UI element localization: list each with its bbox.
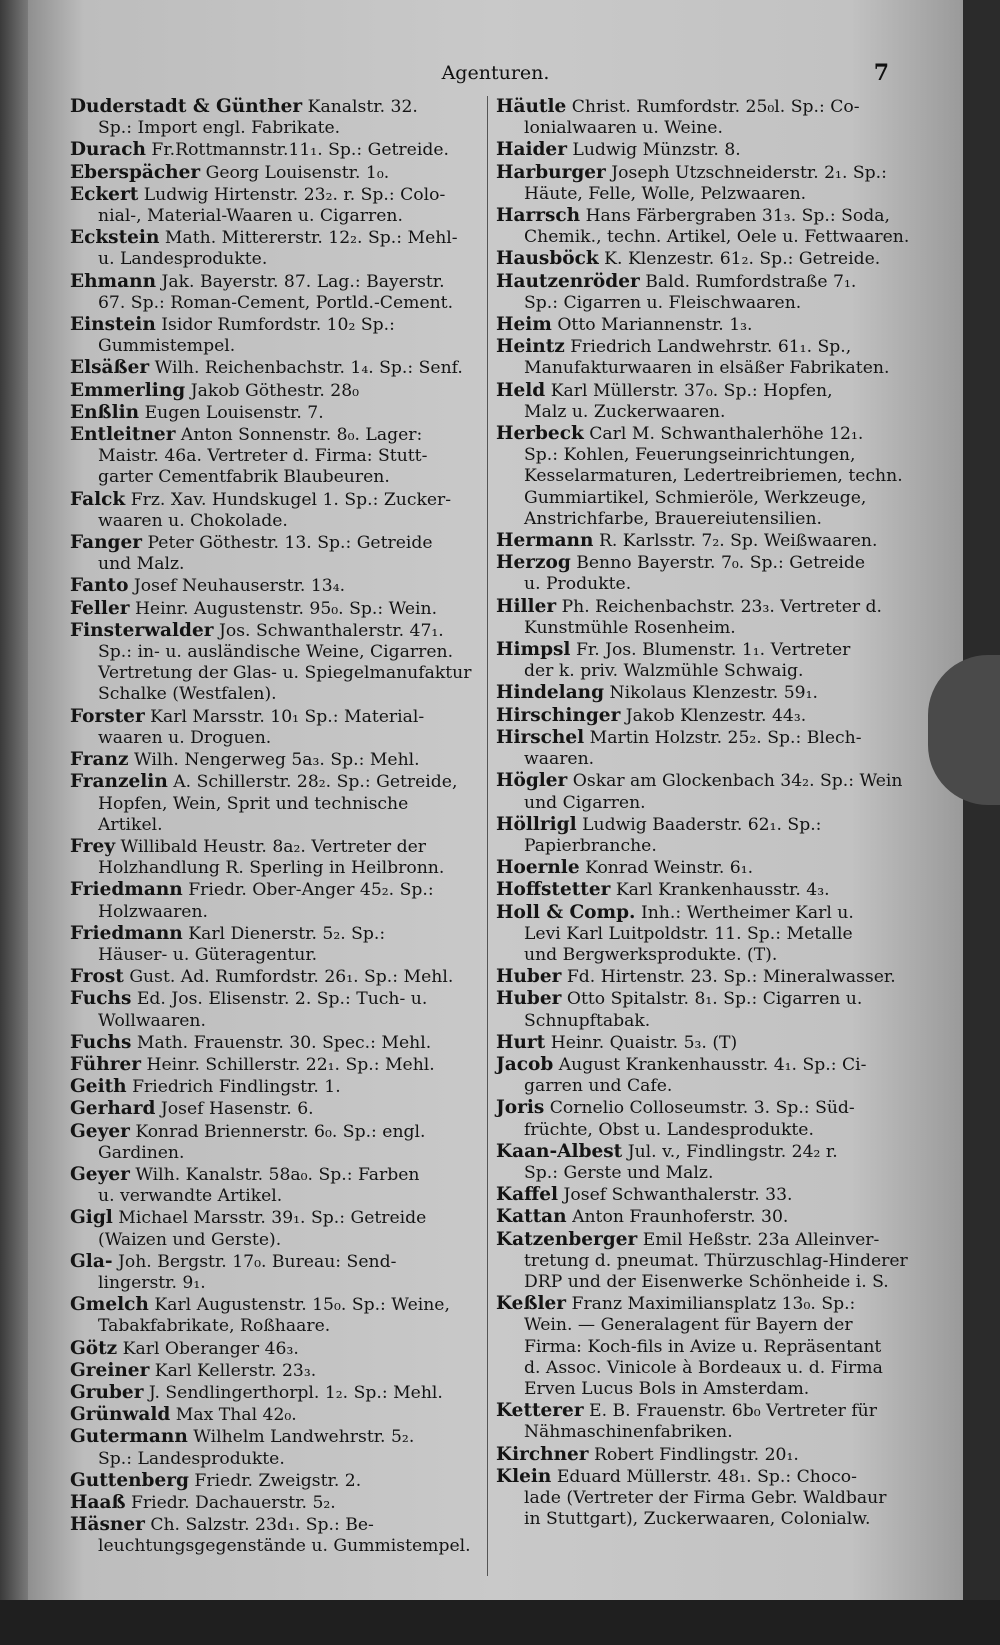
entry-line: Firma: Koch-fils in Avize u. Repräsentant (524, 1336, 882, 1357)
directory-entry (496, 770, 914, 813)
directory-entry (70, 184, 478, 227)
entry-line: Christ. Rumfordstr. 25₀l. Sp.: Co- (571, 97, 860, 117)
directory-entry (70, 532, 478, 575)
entry-line: Willibald Heustr. 8a₂. Vertreter der (120, 836, 426, 857)
entry-line: Max Thal 42₀. (175, 1405, 297, 1426)
entry-line: Ed. Jos. Elisenstr. 2. Sp.: Tuch- u. (136, 989, 428, 1010)
entry-line: Holzwaaren. (98, 901, 209, 922)
page-number: 7 (873, 60, 889, 86)
entry-line: Karl Kellerstr. 23₃. (154, 1360, 317, 1381)
entry-line: Jos. Schwanthalerstr. 47₁. (218, 620, 444, 641)
directory-entry (496, 552, 914, 595)
entry-line: DRP und der Eisenwerke Schönheide i. S. (524, 1271, 889, 1292)
entry-line: Karl Augustenstr. 15₀. Sp.: Weine, (154, 1295, 450, 1316)
entry-line: Ludwig Baaderstr. 62₁. Sp.: (582, 814, 822, 835)
directory-entry (70, 1054, 478, 1076)
directory-entry (70, 966, 478, 988)
entry-name: Joris (496, 1097, 545, 1119)
directory-entry (496, 879, 914, 901)
entry-line: Gummistempel. (98, 336, 236, 357)
directory-entry (496, 336, 914, 379)
entry-line: in Stuttgart), Zuckerwaaren, Colonialw. (524, 1509, 871, 1530)
entry-name: Held (496, 379, 546, 401)
directory-entry (496, 902, 914, 967)
entry-line: Konrad Briennerstr. 6₀. Sp.: engl. (135, 1121, 426, 1142)
entry-line: waaren. (524, 749, 595, 770)
entry-name: Herbeck (496, 423, 584, 445)
entry-name: Hautzenröder (496, 270, 640, 292)
entry-name: Geyer (70, 1163, 130, 1185)
entry-name: Kirchner (496, 1443, 589, 1465)
entry-line: Friedr. Zweigstr. 2. (194, 1470, 362, 1491)
entry-name: Elsäßer (70, 357, 150, 379)
directory-entry (70, 1207, 478, 1250)
entry-line: Anton Sonnenstr. 8₀. Lager: (180, 425, 423, 446)
directory-entry (496, 1466, 914, 1531)
entry-line: E. B. Frauenstr. 6b₀ Vertreter für (589, 1401, 877, 1422)
entry-line: Chemik., techn. Artikel, Oele u. Fettwaaren. (524, 227, 910, 248)
entry-name: Enßlin (70, 401, 140, 423)
entry-line: Oskar am Glockenbach 34₂. Sp.: Wein (572, 771, 903, 792)
directory-entry (496, 639, 914, 682)
entry-line: Wilhelm Landwehrstr. 5₂. (193, 1427, 415, 1448)
column-divider (487, 96, 488, 1576)
directory-entry (70, 923, 478, 966)
entry-name: Keßler (496, 1293, 567, 1315)
entry-name: Friedmann (70, 922, 183, 944)
entry-name: Entleitner (70, 424, 176, 446)
directory-entry (70, 1076, 478, 1098)
entry-line: Friedr. Dachauerstr. 5₂. (130, 1493, 336, 1513)
directory-entry (70, 1294, 478, 1337)
entry-name: Himpsl (496, 639, 571, 661)
entry-name: Götz (70, 1337, 118, 1359)
entry-name: Klein (496, 1465, 552, 1487)
entry-line: Otto Mariannenstr. 1₃. (557, 315, 753, 336)
entry-line: Joseph Utzschneiderstr. 2₁. Sp.: (611, 162, 887, 183)
entry-line: Ph. Reichenbachstr. 23₃. Vertreter d. (561, 596, 883, 617)
entry-name: Franzelin (70, 771, 168, 793)
directory-entry (496, 380, 914, 423)
directory-entry (496, 1184, 914, 1206)
directory-entry (70, 380, 478, 402)
entry-name: Franz (70, 749, 129, 771)
entry-name: Herzog (496, 552, 571, 574)
entry-line: tretung d. pneumat. Thürzuschlag-Hinderer (524, 1250, 908, 1271)
entry-line: Karl Dienerstr. 5₂. Sp.: (188, 923, 386, 944)
directory-entry (70, 1338, 478, 1360)
directory-entry (70, 402, 478, 424)
entry-name: Höllrigl (496, 813, 577, 835)
entry-name: Katzenberger (496, 1228, 638, 1250)
entry-name: Führer (70, 1053, 141, 1075)
directory-entry (496, 314, 914, 336)
directory-entry (70, 1121, 478, 1164)
entry-line: Hans Färbergraben 31₃. Sp.: Soda, (585, 206, 890, 227)
entry-line: Sp.: Import engl. Fabrikate. (98, 118, 341, 139)
entry-line: Manufakturwaaren in elsäßer Fabrikaten. (524, 358, 890, 379)
entry-name: Huber (496, 966, 562, 988)
entry-line: Josef Neuhauserstr. 13₄. (133, 576, 346, 597)
directory-entry (70, 1426, 478, 1469)
entry-line: Fr.Rottmannstr.11₁. Sp.: Getreide. (151, 140, 449, 161)
entry-name: Finsterwalder (70, 619, 214, 641)
entry-name: Falck (70, 488, 126, 510)
entry-name: Hiller (496, 595, 557, 617)
entry-line: Karl Marsstr. 10₁ Sp.: Material- (150, 706, 425, 727)
entry-line: d. Assoc. Vinicole à Bordeaux u. d. Firma (524, 1357, 883, 1378)
entry-line: Peter Göthestr. 13. Sp.: Getreide (147, 533, 433, 554)
entry-line: Jakob Göthestr. 28₀ (190, 380, 360, 401)
entry-line: Karl Müllerstr. 37₀. Sp.: Hopfen, (550, 380, 833, 401)
entry-line: Jakob Klenzestr. 44₃. (625, 705, 807, 726)
entry-line: A. Schillerstr. 28₂. Sp.: Getreide, (173, 772, 458, 793)
entry-line: Cornelio Colloseumstr. 3. Sp.: Süd- (549, 1098, 855, 1119)
entry-line: Wollwaaren. (98, 1010, 206, 1031)
entry-line: Fr. Jos. Blumenstr. 1₁. Vertreter (575, 640, 851, 661)
entry-line: Häute, Felle, Wolle, Pelzwaaren. (524, 183, 807, 204)
directory-entry (70, 1360, 478, 1382)
entry-line: Schnupftabak. (524, 1010, 651, 1031)
entry-name: Heim (496, 314, 552, 336)
directory-entry (496, 205, 914, 248)
directory-entry (70, 1404, 478, 1426)
directory-entry (496, 96, 914, 139)
entry-name: Harrsch (496, 205, 581, 227)
entry-line: der k. priv. Walzmühle Schwaig. (524, 661, 804, 682)
entry-line: Gardinen. (98, 1142, 185, 1163)
entry-line: Karl Krankenhausstr. 4₃. (615, 880, 830, 901)
entry-name: Holl & Comp. (496, 901, 636, 923)
entry-line: (Waizen und Gerste). (98, 1229, 282, 1250)
directory-entry (70, 424, 478, 489)
entry-line: Ludwig Hirtenstr. 23₂. r. Sp.: Colo- (143, 184, 446, 205)
entry-line: Heinr. Quaistr. 5₃. (T) (550, 1032, 738, 1053)
entry-line: und Bergwerksprodukte. (T). (524, 944, 778, 965)
entry-line: Fd. Hirtenstr. 23. Sp.: Mineralwasser. (566, 967, 896, 988)
directory-entry (496, 1444, 914, 1466)
directory-entry (70, 314, 478, 357)
entry-name: Durach (70, 139, 146, 161)
entry-line: Georg Louisenstr. 1₀. (205, 162, 390, 183)
entry-line: Kesselarmaturen, Ledertreibriemen, techn. (524, 466, 903, 487)
directory-entry (496, 248, 914, 270)
entry-name: Ketterer (496, 1400, 584, 1422)
entry-name: Högler (496, 770, 568, 792)
entry-name: Gigl (70, 1207, 113, 1229)
entry-line: Wilh. Nengerweg 5a₃. Sp.: Mehl. (133, 750, 420, 771)
directory-entry (496, 271, 914, 314)
entry-line: Math. Frauenstr. 30. Spec.: Mehl. (136, 1032, 432, 1053)
entry-line: u. verwandte Artikel. (98, 1186, 283, 1207)
entry-line: Ch. Salzstr. 23d₁. Sp.: Be- (150, 1515, 374, 1536)
directory-entry (70, 357, 478, 379)
directory-entry (70, 1032, 478, 1054)
directory-entry (496, 705, 914, 727)
entry-name: Fanger (70, 532, 143, 554)
entry-line: Benno Bayerstr. 7₀. Sp.: Getreide (576, 553, 866, 574)
directory-entry (70, 1098, 478, 1120)
directory-entry (70, 836, 478, 879)
directory-entry (496, 1141, 914, 1184)
directory-entry (496, 139, 914, 161)
directory-entry (70, 1514, 478, 1557)
entry-line: Tabakfabrikate, Roßhaare. (98, 1316, 331, 1337)
entry-line: Wilh. Kanalstr. 58a₀. Sp.: Farben (135, 1164, 420, 1185)
entry-line: Sp.: in- u. ausländische Weine, Cigarren. (98, 642, 454, 663)
entry-name: Gla- (70, 1250, 113, 1272)
entry-name: Hirschel (496, 726, 585, 748)
entry-line: Nikolaus Klenzestr. 59₁. (609, 683, 818, 704)
right-column (496, 96, 914, 1530)
entry-line: nial-, Material-Waaren u. Cigarren. (98, 206, 403, 227)
entry-name: Eberspächer (70, 161, 201, 183)
directory-entry (496, 1293, 914, 1400)
directory-entry (496, 682, 914, 704)
entry-name: Häsner (70, 1514, 145, 1536)
entry-name: Huber (496, 988, 562, 1010)
entry-line: Friedr. Ober-Anger 45₂. Sp.: (188, 880, 434, 901)
entry-line: Hopfen, Wein, Sprit und technische Artikel. (98, 793, 409, 835)
entry-name: Hirschinger (496, 704, 621, 726)
entry-name: Hoernle (496, 857, 580, 879)
entry-line: und Malz. (98, 554, 185, 575)
directory-page (28, 0, 963, 1600)
directory-entry (496, 162, 914, 205)
entry-line: Frz. Xav. Hundskugel 1. Sp.: Zucker- (130, 489, 452, 510)
entry-line: Josef Hasenstr. 6. (160, 1099, 314, 1120)
directory-entry (70, 706, 478, 749)
adjacent-page-edge (0, 0, 28, 1600)
directory-entry (496, 1054, 914, 1097)
entry-line: August Krankenhausstr. 4₁. Sp.: Ci- (558, 1054, 867, 1075)
entry-line: Sp.: Kohlen, Feuerungseinrichtungen, (524, 445, 856, 466)
entry-line: Vertretung der Glas- u. Spiegelmanufaktur (98, 663, 472, 684)
entry-line: lade (Vertreter der Firma Gebr. Waldbaur (524, 1488, 887, 1508)
directory-entry (496, 530, 914, 552)
entry-name: Gruber (70, 1381, 144, 1403)
directory-entry (496, 988, 914, 1031)
entry-line: Jul. v., Findlingstr. 24₂ r. (627, 1141, 838, 1162)
entry-name: Gmelch (70, 1294, 149, 1316)
directory-entry (496, 966, 914, 988)
entry-name: Haider (496, 139, 567, 161)
entry-name: Häutle (496, 96, 567, 117)
entry-line: Anstrichfarbe, Brauereiutensilien. (524, 508, 822, 529)
entry-line: Bald. Rumfordstraße 7₁. (645, 271, 857, 292)
directory-entry (496, 423, 914, 530)
entry-line: Malz u. Zuckerwaaren. (524, 401, 726, 422)
entry-line: Gummiartikel, Schmieröle, Werkzeuge, (524, 487, 867, 508)
entry-line: Otto Spitalstr. 8₁. Sp.: Cigarren u. (566, 989, 863, 1010)
entry-name: Eckert (70, 183, 139, 205)
entry-name: Kattan (496, 1206, 567, 1228)
entry-name: Geyer (70, 1120, 130, 1142)
entry-name: Forster (70, 705, 145, 727)
entry-line: Kunstmühle Rosenheim. (524, 617, 736, 638)
entry-line: Martin Holzstr. 25₂. Sp.: Blech- (589, 727, 862, 748)
entry-line: Karl Oberanger 46₃. (122, 1338, 299, 1359)
entry-name: Fuchs (70, 988, 132, 1010)
entry-line: Anton Fraunhoferstr. 30. (572, 1207, 789, 1228)
entry-line: Sp.: Landesprodukte. (98, 1448, 285, 1469)
directory-entry (496, 596, 914, 639)
entry-name: Ehmann (70, 270, 157, 292)
entry-name: Feller (70, 597, 130, 619)
entry-name: Hermann (496, 530, 594, 552)
entry-line: garter Cementfabrik Blaubeuren. (98, 467, 390, 488)
entry-name: Grünwald (70, 1404, 171, 1426)
entry-name: Eckstein (70, 227, 160, 249)
entry-line: Heinr. Schillerstr. 22₁. Sp.: Mehl. (146, 1054, 435, 1075)
entry-line: u. Landesprodukte. (98, 249, 268, 270)
entry-line: Isidor Rumfordstr. 10₂ Sp.: (161, 315, 395, 336)
directory-entry (70, 1382, 478, 1404)
directory-entry (70, 271, 478, 314)
entry-name: Guttenberg (70, 1469, 189, 1491)
entry-line: garren und Cafe. (524, 1076, 673, 1097)
entry-line: u. Produkte. (524, 574, 632, 595)
directory-entry (70, 139, 478, 161)
entry-name: Duderstadt & Günther (70, 96, 303, 117)
entry-line: Levi Karl Luitpoldstr. 11. Sp.: Metalle (524, 923, 853, 944)
entry-name: Emmerling (70, 379, 186, 401)
entry-line: Sp.: Gerste und Malz. (524, 1162, 714, 1183)
entry-name: Heintz (496, 336, 565, 358)
directory-entry (496, 1097, 914, 1140)
entry-name: Greiner (70, 1359, 150, 1381)
entry-line: leuchtungsgegenstände u. Gummistempel. (98, 1536, 471, 1557)
entry-line: Joh. Bergstr. 17₀. Bureau: Send- (117, 1251, 397, 1272)
entry-name: Frey (70, 835, 116, 857)
entry-line: Franz Maximiliansplatz 13₀. Sp.: (571, 1294, 856, 1315)
entry-line: Wein. — Generalagent für Bayern der (524, 1315, 853, 1336)
directory-entry (70, 988, 478, 1031)
entry-name: Hindelang (496, 682, 605, 704)
entry-name: Fanto (70, 575, 129, 597)
directory-entry (70, 1251, 478, 1294)
directory-entry (496, 727, 914, 770)
entry-line: waaren u. Chokolade. (98, 510, 288, 531)
entry-line: Inh.: Wertheimer Karl u. (640, 902, 854, 923)
entry-name: Hoffstetter (496, 879, 611, 901)
entry-line: Friedrich Landwehrstr. 61₁. Sp., (570, 337, 852, 358)
entry-line: Ludwig Münzstr. 8. (572, 140, 741, 161)
directory-entry (496, 814, 914, 857)
entry-line: Gust. Ad. Rumfordstr. 26₁. Sp.: Mehl. (129, 967, 454, 988)
directory-entry (496, 1400, 914, 1443)
entry-name: Gerhard (70, 1098, 156, 1120)
entry-name: Einstein (70, 314, 156, 336)
entry-line: Erven Lucus Bols in Amsterdam. (524, 1378, 810, 1399)
entry-line: früchte, Obst u. Landesprodukte. (524, 1119, 814, 1140)
entry-line: Schalke (Westfalen). (98, 684, 277, 705)
page-title: Agenturen. (441, 62, 550, 84)
entry-name: Hausböck (496, 248, 599, 270)
directory-entry (70, 620, 478, 706)
entry-line: Nähmaschinenfabriken. (524, 1422, 733, 1443)
entry-line: Konrad Weinstr. 6₁. (585, 858, 754, 879)
directory-entry (70, 1470, 478, 1492)
entry-name: Kaan-Albest (496, 1140, 623, 1162)
entry-line: und Cigarren. (524, 792, 646, 813)
entry-name: Fuchs (70, 1031, 132, 1053)
directory-entry (70, 575, 478, 597)
directory-entry (70, 227, 478, 270)
entry-name: Geith (70, 1076, 127, 1098)
directory-entry (70, 489, 478, 532)
directory-entry (70, 1492, 478, 1514)
entry-name: Harburger (496, 161, 606, 183)
directory-entry (70, 598, 478, 620)
directory-entry (70, 162, 478, 184)
entry-line: R. Karlsstr. 7₂. Sp. Weißwaaren. (598, 531, 878, 552)
background-bottom (0, 1600, 1000, 1645)
entry-line: Sp.: Cigarren u. Fleischwaaren. (524, 292, 802, 313)
entry-name: Friedmann (70, 879, 183, 901)
entry-line: Eugen Louisenstr. 7. (144, 402, 324, 423)
entry-line: Maistr. 46a. Vertreter d. Firma: Stutt- (98, 446, 428, 467)
page-header (28, 62, 963, 88)
entry-line: Michael Marsstr. 39₁. Sp.: Getreide (118, 1208, 427, 1229)
entry-line: Holzhandlung R. Sperling in Heilbronn. (98, 858, 445, 879)
entry-line: Jak. Bayerstr. 87. Lag.: Bayerstr. (161, 271, 445, 292)
entry-line: Papierbranche. (524, 835, 657, 856)
directory-entry (70, 1164, 478, 1207)
entry-line: Häuser- u. Güteragentur. (98, 944, 318, 965)
entry-line: lonialwaaren u. Weine. (524, 118, 723, 139)
entry-line: Kanalstr. 32. (307, 97, 418, 117)
directory-entry (496, 1206, 914, 1228)
entry-name: Haaß (70, 1492, 126, 1513)
entry-name: Jacob (496, 1053, 554, 1075)
directory-entry (496, 1032, 914, 1054)
entry-line: K. Klenzestr. 61₂. Sp.: Getreide. (604, 249, 881, 270)
left-column (70, 96, 478, 1558)
entry-line: Math. Mittererstr. 12₂. Sp.: Mehl- (164, 228, 458, 249)
entry-name: Kaffel (496, 1184, 559, 1206)
entry-name: Gutermann (70, 1426, 188, 1448)
entry-line: Carl M. Schwanthalerhöhe 12₁. (589, 424, 864, 445)
directory-entry (70, 749, 478, 771)
entry-line: 67. Sp.: Roman-Cement, Portld.-Cement. (98, 292, 454, 313)
directory-entry (70, 96, 478, 139)
entry-line: Wilh. Reichenbachstr. 1₄. Sp.: Senf. (154, 358, 463, 379)
entry-line: Robert Findlingstr. 20₁. (594, 1444, 799, 1465)
entry-line: Eduard Müllerstr. 48₁. Sp.: Choco- (556, 1466, 857, 1487)
entry-name: Hurt (496, 1031, 546, 1053)
entry-line: J. Sendlingerthorpl. 1₂. Sp.: Mehl. (148, 1382, 443, 1403)
entry-name: Frost (70, 966, 124, 988)
directory-entry (496, 1229, 914, 1294)
directory-entry (496, 857, 914, 879)
directory-entry (70, 879, 478, 922)
entry-line: Josef Schwanthalerstr. 33. (563, 1185, 793, 1206)
entry-line: Emil Heßstr. 23a Alleinver- (642, 1229, 880, 1250)
directory-entry (70, 771, 478, 836)
entry-line: lingerstr. 9₁. (98, 1272, 206, 1293)
entry-line: waaren u. Droguen. (98, 727, 272, 748)
entry-line: Heinr. Augustenstr. 95₀. Sp.: Wein. (134, 598, 438, 619)
entry-line: Friedrich Findlingstr. 1. (132, 1077, 341, 1098)
